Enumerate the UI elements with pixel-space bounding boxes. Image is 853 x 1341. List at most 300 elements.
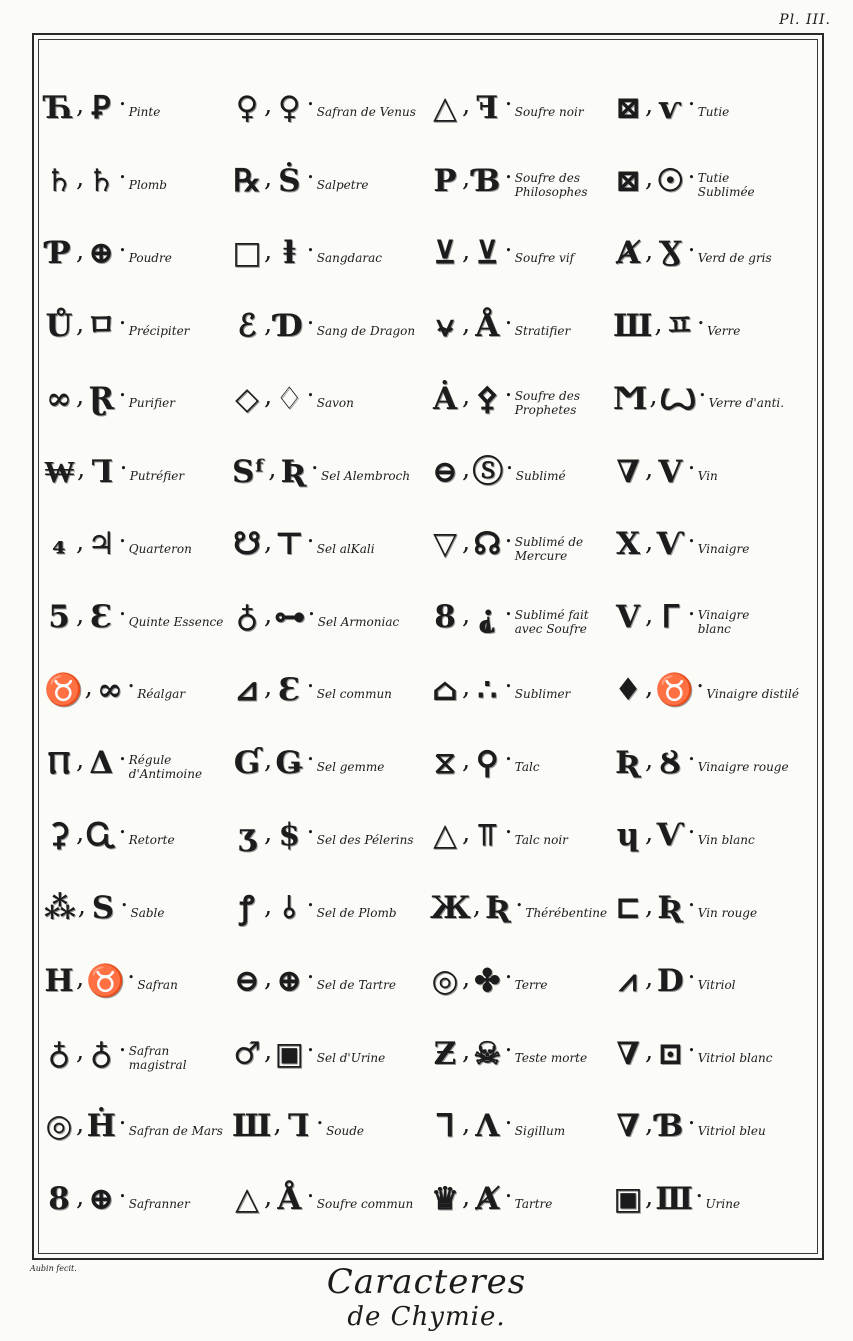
symbol-entry <box>232 800 422 873</box>
separator: , <box>264 90 273 121</box>
symbol-name: Soude <box>326 1123 365 1138</box>
alchemical-symbols <box>430 235 515 272</box>
alchemical-symbol-icon: ᒣ <box>435 1108 455 1145</box>
symbol-name: Terre <box>514 978 548 993</box>
separator: • <box>688 98 695 112</box>
separator: , <box>654 308 663 339</box>
separator: • <box>311 462 319 476</box>
separator: • <box>119 1044 126 1058</box>
symbol-entry <box>232 290 422 363</box>
alchemical-symbol-icon: ♄ <box>45 162 73 199</box>
symbol-name: Sel alKali <box>316 541 375 556</box>
symbol-name: Vinaigre <box>697 541 750 556</box>
alchemical-symbol-icon: Ɣ <box>658 235 683 272</box>
separator: • <box>505 316 512 330</box>
symbol-entry <box>430 800 605 873</box>
separator: , <box>264 308 273 339</box>
alchemical-symbols <box>232 308 317 345</box>
separator: • <box>505 825 512 839</box>
alchemical-symbol-icon: △ <box>433 89 457 126</box>
symbol-entry <box>44 509 224 582</box>
alchemical-symbol-icon: Ǥ <box>275 744 304 781</box>
symbol-entry <box>613 581 813 654</box>
separator: • <box>119 389 126 403</box>
separator: , <box>462 235 471 266</box>
separator: , <box>264 599 273 630</box>
alchemical-symbol-icon: 8 <box>434 599 456 636</box>
symbol-name: Vinaigre blanc <box>697 607 750 636</box>
separator: , <box>645 454 654 485</box>
symbol-entry <box>430 872 608 945</box>
symbol-entry <box>232 436 422 509</box>
separator: , <box>645 163 654 194</box>
symbol-entry <box>44 945 224 1018</box>
alchemical-symbol-icon: ♀ <box>235 89 259 126</box>
separator: , <box>76 1108 85 1139</box>
alchemical-symbols <box>232 1108 326 1145</box>
separator: , <box>645 1181 654 1212</box>
alchemical-symbol-icon: ☠ <box>473 1035 502 1072</box>
symbol-name: Safran magistral <box>128 1044 187 1073</box>
symbol-entry <box>430 509 605 582</box>
alchemical-symbol-icon: V <box>658 453 683 490</box>
separator: , <box>649 381 658 412</box>
alchemical-symbol-icon: ▣ <box>613 1181 643 1218</box>
symbol-name: Verre <box>707 323 741 338</box>
separator: , <box>645 1036 654 1067</box>
alchemical-symbol-icon: Ⓢ <box>472 453 504 490</box>
separator: • <box>307 534 314 548</box>
alchemical-symbols <box>430 599 515 636</box>
alchemical-symbol-icon: ⁂ <box>44 890 76 927</box>
alchemical-symbols <box>44 453 130 490</box>
alchemical-symbol-icon: Ʀ <box>615 744 641 781</box>
alchemical-symbols <box>613 453 698 490</box>
separator: , <box>264 817 273 848</box>
separator: • <box>119 1116 126 1130</box>
symbol-entry <box>232 145 422 218</box>
alchemical-symbols <box>613 1035 698 1072</box>
alchemical-symbols <box>613 962 698 999</box>
separator: , <box>264 381 273 412</box>
alchemical-symbol-icon: V <box>615 599 641 636</box>
separator: , <box>472 890 481 921</box>
symbol-entry <box>613 218 813 291</box>
alchemical-symbol-icon: ꝭ <box>239 890 255 927</box>
alchemical-symbol-icon: Å <box>475 308 500 345</box>
alchemical-symbol-icon: Ɓ <box>657 1108 684 1145</box>
symbol-name: Vinaigre rouge <box>697 760 789 775</box>
symbol-name: Vinaigre distilé <box>706 687 799 702</box>
engraver-signature: Aubin fecit. <box>30 1264 77 1273</box>
alchemical-symbols <box>430 817 515 854</box>
alchemical-symbol-icon: ⊖ <box>432 453 458 490</box>
alchemical-symbol-icon: ∇ <box>616 1035 640 1072</box>
symbol-entry <box>44 363 224 436</box>
alchemical-symbol-icon: ⧖ <box>434 744 456 781</box>
alchemical-symbol-icon: Ʀ <box>280 453 307 490</box>
alchemical-symbol-icon: ∇ <box>616 453 640 490</box>
separator: • <box>307 898 314 912</box>
separator: , <box>645 817 654 848</box>
symbol-name: Talc noir <box>514 832 568 847</box>
separator: , <box>264 672 273 703</box>
alchemical-symbols <box>232 671 317 708</box>
separator: , <box>264 235 273 266</box>
alchemical-symbol-icon: Ʀ <box>657 890 684 927</box>
symbol-name: Sublimer <box>514 687 571 702</box>
alchemical-symbols <box>430 89 515 126</box>
alchemical-symbols <box>613 671 706 708</box>
separator: , <box>462 163 471 194</box>
separator: , <box>264 163 273 194</box>
symbol-name: Stratifier <box>514 323 571 338</box>
symbol-name: Retorte <box>128 832 175 847</box>
alchemical-symbol-icon: □ <box>232 235 262 272</box>
symbol-entry <box>232 218 422 291</box>
separator: • <box>119 98 126 112</box>
alchemical-symbol-icon: Ṡ <box>278 162 301 199</box>
alchemical-symbols <box>44 962 137 999</box>
symbol-name: Soufre des Philosophes <box>514 171 588 200</box>
alchemical-symbol-icon: 5 <box>48 599 70 636</box>
symbol-name: Sublimé <box>515 469 566 484</box>
symbol-name: Verd de gris <box>697 250 772 265</box>
symbol-name: Tutie <box>697 105 730 120</box>
separator: , <box>264 963 273 994</box>
alchemical-symbol-icon: ♉ <box>655 671 694 708</box>
alchemical-symbol-icon: ▣ <box>274 1035 304 1072</box>
symbol-name: Pinte <box>128 105 161 120</box>
alchemical-symbol-icon: ₩ <box>44 453 75 490</box>
symbol-name: Quarteron <box>128 541 192 556</box>
symbol-name: Talc <box>514 760 540 775</box>
separator: • <box>696 1189 703 1203</box>
symbol-name: Sigillum <box>514 1123 566 1138</box>
separator: , <box>462 526 471 557</box>
alchemical-symbol-icon: Ɗ <box>275 308 303 345</box>
symbol-entry <box>232 1091 422 1164</box>
symbol-entry <box>232 872 422 945</box>
separator: • <box>505 534 512 548</box>
separator: , <box>76 599 85 630</box>
alchemical-symbol-icon: ⩘ <box>619 962 637 999</box>
separator: , <box>76 308 85 339</box>
alchemical-symbol-icon: ⚳ <box>47 817 71 854</box>
separator: • <box>119 534 126 548</box>
symbol-entry <box>430 1163 605 1236</box>
separator: , <box>645 890 654 921</box>
alchemical-symbols <box>430 744 515 781</box>
alchemical-symbol-icon: H <box>44 962 74 999</box>
alchemical-symbol-icon: Ⲡ <box>47 744 71 781</box>
alchemical-symbol-icon: ◎ <box>431 962 459 999</box>
separator: • <box>505 389 512 403</box>
alchemical-symbol-icon: Ⱥ <box>615 235 641 272</box>
symbol-entry <box>430 218 605 291</box>
separator: • <box>688 825 695 839</box>
symbol-entry <box>232 1163 422 1236</box>
alchemical-symbol-icon: $ <box>278 817 301 854</box>
separator: • <box>119 753 126 767</box>
symbol-entry <box>232 654 422 727</box>
symbol-entry <box>232 581 422 654</box>
symbol-name: Sangdarac <box>316 250 382 265</box>
alchemical-symbols <box>613 526 698 563</box>
symbol-entry <box>44 581 224 654</box>
symbol-entry <box>44 654 224 727</box>
symbol-name: Vin <box>697 469 718 484</box>
alchemical-symbols <box>44 890 130 927</box>
symbol-name: Quinte Essence <box>128 614 224 629</box>
separator: , <box>76 745 85 776</box>
symbol-entry <box>44 436 224 509</box>
symbol-entry <box>44 872 224 945</box>
alchemical-symbol-icon: Ⅲ <box>655 1181 694 1218</box>
symbol-entry <box>44 72 224 145</box>
symbol-name: Safran de Mars <box>128 1123 223 1138</box>
alchemical-symbol-icon: Ћ <box>44 89 74 126</box>
separator: • <box>316 1116 324 1130</box>
alchemical-symbol-icon: ◎ <box>45 1108 73 1145</box>
alchemical-symbols <box>613 308 707 345</box>
alchemical-symbols <box>232 526 317 563</box>
alchemical-symbols <box>232 890 317 927</box>
separator: , <box>645 963 654 994</box>
separator: , <box>264 1181 273 1212</box>
symbol-entry <box>430 436 605 509</box>
alchemical-symbol-icon: Sᶠ <box>232 453 267 490</box>
alchemical-symbols <box>44 817 129 854</box>
alchemical-symbol-icon: Ꝑ <box>91 89 111 126</box>
symbol-name: Plomb <box>128 178 167 193</box>
separator: • <box>120 462 127 476</box>
symbol-entry <box>232 72 422 145</box>
symbol-entry <box>613 1163 813 1236</box>
alchemical-symbol-icon: ⸘ <box>478 599 497 636</box>
separator: , <box>273 1108 282 1139</box>
symbol-name: Soufre des Prophetes <box>514 389 580 418</box>
symbol-name: Vitriol blanc <box>697 1051 773 1066</box>
alchemical-symbol-icon: ⱱ <box>659 89 682 126</box>
alchemical-symbols <box>232 380 317 417</box>
separator: • <box>119 607 126 621</box>
alchemical-symbol-icon: ♄ <box>87 162 116 199</box>
alchemical-symbols <box>44 380 129 417</box>
separator: , <box>462 817 471 848</box>
alchemical-symbol-icon: Ꙍ <box>659 380 697 417</box>
separator: • <box>307 316 314 330</box>
alchemical-symbol-icon: ∞ <box>96 671 123 708</box>
symbol-entry <box>613 1091 813 1164</box>
separator: , <box>462 745 471 776</box>
separator: , <box>76 963 85 994</box>
symbol-entry <box>430 290 605 363</box>
symbol-entry <box>613 72 813 145</box>
alchemical-symbol-icon: ∴ <box>477 671 498 708</box>
alchemical-symbol-icon: ⚲ <box>475 744 499 781</box>
separator: • <box>307 243 314 257</box>
alchemical-symbol-icon: 8 <box>48 1181 70 1218</box>
alchemical-symbol-icon: ♁ <box>235 599 259 636</box>
alchemical-symbol-icon: Ϻ <box>613 380 648 417</box>
alchemical-symbols <box>44 308 129 345</box>
separator: • <box>127 680 135 694</box>
alchemical-symbol-icon: ⌂ <box>432 671 458 708</box>
alchemical-symbol-icon: S <box>91 890 115 927</box>
separator: • <box>505 753 512 767</box>
alchemical-symbol-icon: Ƶ <box>433 1035 457 1072</box>
separator: , <box>462 1181 471 1212</box>
separator: , <box>268 454 277 485</box>
separator: • <box>688 898 695 912</box>
symbol-entry <box>232 509 422 582</box>
alchemical-symbol-icon: ♃ <box>87 526 116 563</box>
separator: , <box>462 308 471 339</box>
separator: , <box>76 1181 85 1212</box>
separator: • <box>696 680 704 694</box>
alchemical-symbol-icon: ɥ <box>616 817 640 854</box>
separator: , <box>462 1108 471 1139</box>
alchemical-symbols <box>232 89 317 126</box>
alchemical-symbol-icon: ⊕ <box>88 1181 115 1218</box>
alchemical-symbol-icon: ⊤ <box>274 526 305 563</box>
alchemical-symbol-icon: ⱡ <box>283 235 296 272</box>
alchemical-symbols <box>430 453 516 490</box>
alchemical-symbol-icon: ♀ <box>277 89 301 126</box>
symbol-entry <box>430 363 605 436</box>
separator: • <box>688 1044 695 1058</box>
separator: , <box>645 526 654 557</box>
symbol-name: Tartre <box>514 1196 553 1211</box>
alchemical-symbols <box>44 89 129 126</box>
alchemical-symbol-icon: ✤ <box>474 962 501 999</box>
alchemical-symbols <box>430 162 515 199</box>
symbol-entry <box>430 72 605 145</box>
symbol-name: Sublimé fait avec Soufre <box>514 607 589 636</box>
separator: , <box>645 672 654 703</box>
separator: • <box>307 171 314 185</box>
separator: • <box>505 1189 512 1203</box>
alchemical-symbols <box>430 526 515 563</box>
alchemical-symbols <box>232 599 318 636</box>
alchemical-symbol-icon: Ů <box>45 308 73 345</box>
separator: , <box>76 1036 85 1067</box>
symbol-name: Sel Alembroch <box>321 469 411 484</box>
symbol-entry <box>232 945 422 1018</box>
separator: • <box>505 98 512 112</box>
separator: • <box>505 971 512 985</box>
symbol-name: Safran de Venus <box>316 105 416 120</box>
separator: , <box>76 526 85 557</box>
alchemical-symbol-icon: ∇ <box>616 1108 640 1145</box>
symbol-name: Sable <box>130 905 165 920</box>
separator: • <box>308 607 315 621</box>
alchemical-symbol-icon: ♢ <box>275 380 304 417</box>
separator: • <box>505 1044 512 1058</box>
alchemical-symbol-icon: Ɓ <box>474 162 501 199</box>
symbol-name: Régule d'Antimoine <box>128 753 203 782</box>
separator: , <box>264 526 273 557</box>
symbol-name: Vin rouge <box>697 905 758 920</box>
alchemical-symbol-icon: Δ <box>89 744 114 781</box>
alchemical-symbol-icon: ʒ <box>238 817 256 854</box>
alchemical-symbol-icon: X <box>615 526 641 563</box>
alchemical-symbol-icon: Å <box>277 1181 302 1218</box>
alchemical-symbol-icon: Ш <box>232 1108 272 1145</box>
alchemical-symbol-icon: ♛ <box>431 1181 459 1218</box>
alchemical-symbols <box>44 526 129 563</box>
alchemical-symbols <box>44 744 129 781</box>
separator: • <box>307 98 314 112</box>
separator: • <box>307 1044 314 1058</box>
alchemical-symbol-icon: ꟻ <box>476 89 499 126</box>
alchemical-symbols <box>430 962 515 999</box>
alchemical-symbol-icon: Ж <box>430 890 471 927</box>
symbol-name: Teste morte <box>514 1051 588 1066</box>
separator: , <box>77 890 86 921</box>
separator: • <box>699 389 706 403</box>
separator: • <box>505 171 512 185</box>
alchemical-symbol-icon: ♁ <box>89 1035 113 1072</box>
separator: , <box>645 1108 654 1139</box>
symbol-grid <box>44 72 814 1236</box>
alchemical-symbol-icon: Ⱥ <box>475 1181 500 1218</box>
symbol-name: Salpetre <box>316 178 369 193</box>
alchemical-symbols <box>44 671 137 708</box>
alchemical-symbol-icon: Λ <box>475 1108 500 1145</box>
symbol-name: Sel commun <box>316 687 392 702</box>
alchemical-symbol-icon: ㅁ <box>86 308 117 345</box>
alchemical-symbol-icon: Ɛ <box>278 671 301 708</box>
separator: , <box>76 235 85 266</box>
symbol-entry <box>44 1091 224 1164</box>
alchemical-symbol-icon: ☉ <box>656 162 685 199</box>
separator: • <box>505 607 512 621</box>
symbol-entry <box>44 290 224 363</box>
separator: , <box>462 1036 471 1067</box>
symbol-name: Sel Armoniac <box>317 614 400 629</box>
symbol-entry <box>430 654 605 727</box>
alchemical-symbols <box>44 1035 129 1072</box>
symbol-name: Thérébentine <box>525 905 608 920</box>
separator: , <box>264 1036 273 1067</box>
alchemical-symbol-icon: ⊕ <box>88 235 115 272</box>
alchemical-symbol-icon: Ɛ <box>90 599 113 636</box>
alchemical-symbols <box>232 453 321 490</box>
plate-title: Caracteres <box>326 1262 527 1302</box>
separator: • <box>307 680 314 694</box>
symbol-entry <box>430 1091 605 1164</box>
alchemical-symbol-icon: ₄ <box>52 526 66 563</box>
alchemical-symbol-icon: ♦ <box>614 671 642 708</box>
alchemical-symbols <box>613 380 709 417</box>
alchemical-symbols <box>613 599 698 636</box>
symbol-name: Réalgar <box>137 687 186 702</box>
separator: • <box>307 971 314 985</box>
symbol-name: Soufre commun <box>316 1196 414 1211</box>
alchemical-symbols <box>232 744 317 781</box>
alchemical-symbols <box>613 817 698 854</box>
separator: , <box>462 381 471 412</box>
separator: • <box>697 316 705 330</box>
symbol-name: Sang de Dragon <box>316 323 416 338</box>
separator: • <box>515 898 523 912</box>
alchemical-symbol-icon: ℰ <box>237 308 257 345</box>
separator: • <box>506 462 513 476</box>
symbol-name: Poudre <box>128 250 172 265</box>
separator: • <box>688 462 695 476</box>
